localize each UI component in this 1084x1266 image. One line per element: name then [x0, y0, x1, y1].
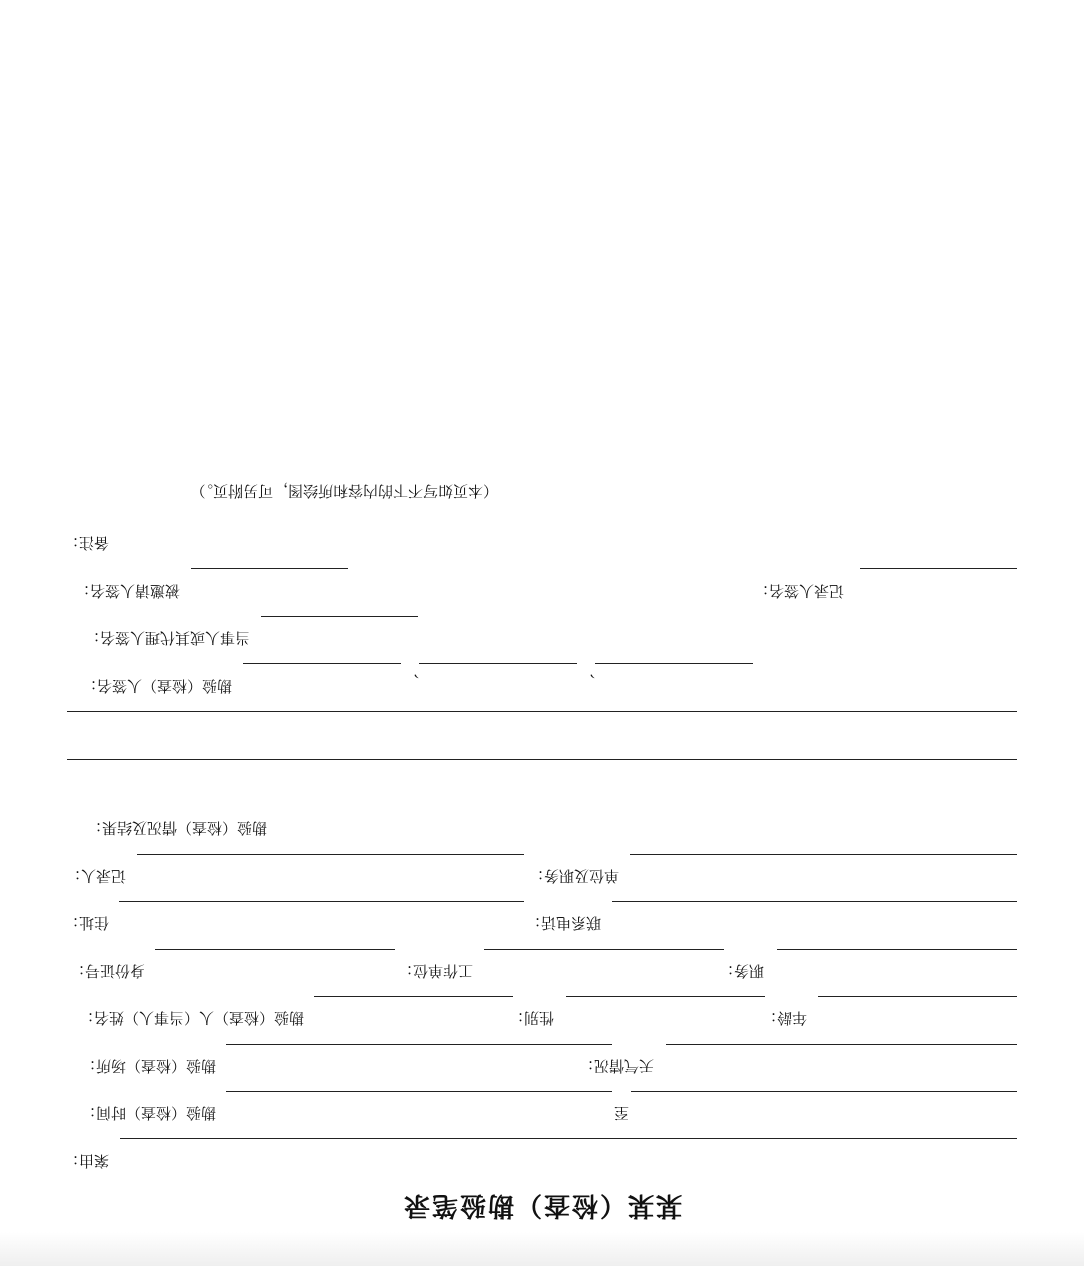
- signature-separator-1: 、: [403, 672, 419, 690]
- phone-label: 联系电话：: [525, 914, 601, 932]
- cause-line[interactable]: [120, 1138, 1017, 1139]
- gender-label: 性别：: [508, 1009, 554, 1027]
- inspector-signature-label: 勘验（检查）人签名：: [81, 677, 232, 695]
- id-number-line[interactable]: [155, 949, 395, 950]
- party-signature-line[interactable]: [261, 616, 418, 617]
- recorder-signature-line[interactable]: [860, 568, 1017, 569]
- remarks-label: 备注：: [63, 534, 109, 552]
- time-end-line[interactable]: [631, 1091, 1017, 1092]
- officer-unit-line[interactable]: [630, 854, 1017, 855]
- invited-signature-label: 被邀请人签名：: [74, 582, 180, 600]
- footnote: （本页如写不下的内容和所绘图，可另附页。）: [190, 482, 498, 500]
- process-label: 勘验（检查）情况及结果：: [86, 819, 267, 837]
- person-name-line[interactable]: [314, 996, 513, 997]
- inspector-line[interactable]: [137, 854, 524, 855]
- time-to-label: 至: [613, 1104, 629, 1122]
- work-unit-line[interactable]: [484, 949, 724, 950]
- address-line[interactable]: [119, 901, 524, 902]
- cause-label: 案由：: [63, 1152, 109, 1170]
- id-number-label: 身份证号：: [69, 962, 145, 980]
- location-label: 勘验（检查）场所：: [80, 1057, 216, 1075]
- inspector-signature-line-1[interactable]: [243, 663, 401, 664]
- weather-label: 天气情况：: [578, 1057, 654, 1075]
- party-signature-label: 当事人或其代理人签名：: [84, 629, 250, 647]
- inspector-label: 记录人：: [65, 867, 126, 885]
- time-start-line[interactable]: [226, 1091, 612, 1092]
- position-label: 职务：: [718, 962, 764, 980]
- process-line-1[interactable]: [67, 759, 1017, 760]
- gender-line[interactable]: [566, 996, 765, 997]
- inspector-signature-line-3[interactable]: [595, 663, 753, 664]
- address-label: 住址：: [63, 914, 109, 932]
- invited-signature-line[interactable]: [191, 568, 348, 569]
- document-title: 某某（检查）勘验笔录: [402, 1190, 683, 1220]
- weather-line[interactable]: [666, 1044, 1017, 1045]
- officer-unit-label: 单位及职务：: [528, 867, 619, 885]
- process-line-2[interactable]: [67, 711, 1017, 712]
- page-bottom-shadow: [0, 1232, 1084, 1266]
- age-label: 年龄：: [761, 1009, 807, 1027]
- location-line[interactable]: [226, 1044, 612, 1045]
- inspector-signature-line-2[interactable]: [419, 663, 577, 664]
- position-line[interactable]: [777, 949, 1017, 950]
- time-label: 勘验（检查）时间：: [80, 1104, 216, 1122]
- recorder-signature-label: 记录人签名：: [753, 582, 844, 600]
- person-name-label: 勘验（检查）人（当事人）姓名：: [78, 1009, 304, 1027]
- work-unit-label: 工作单位：: [397, 962, 473, 980]
- signature-separator-2: 、: [579, 672, 595, 690]
- phone-line[interactable]: [612, 901, 1017, 902]
- age-line[interactable]: [818, 996, 1017, 997]
